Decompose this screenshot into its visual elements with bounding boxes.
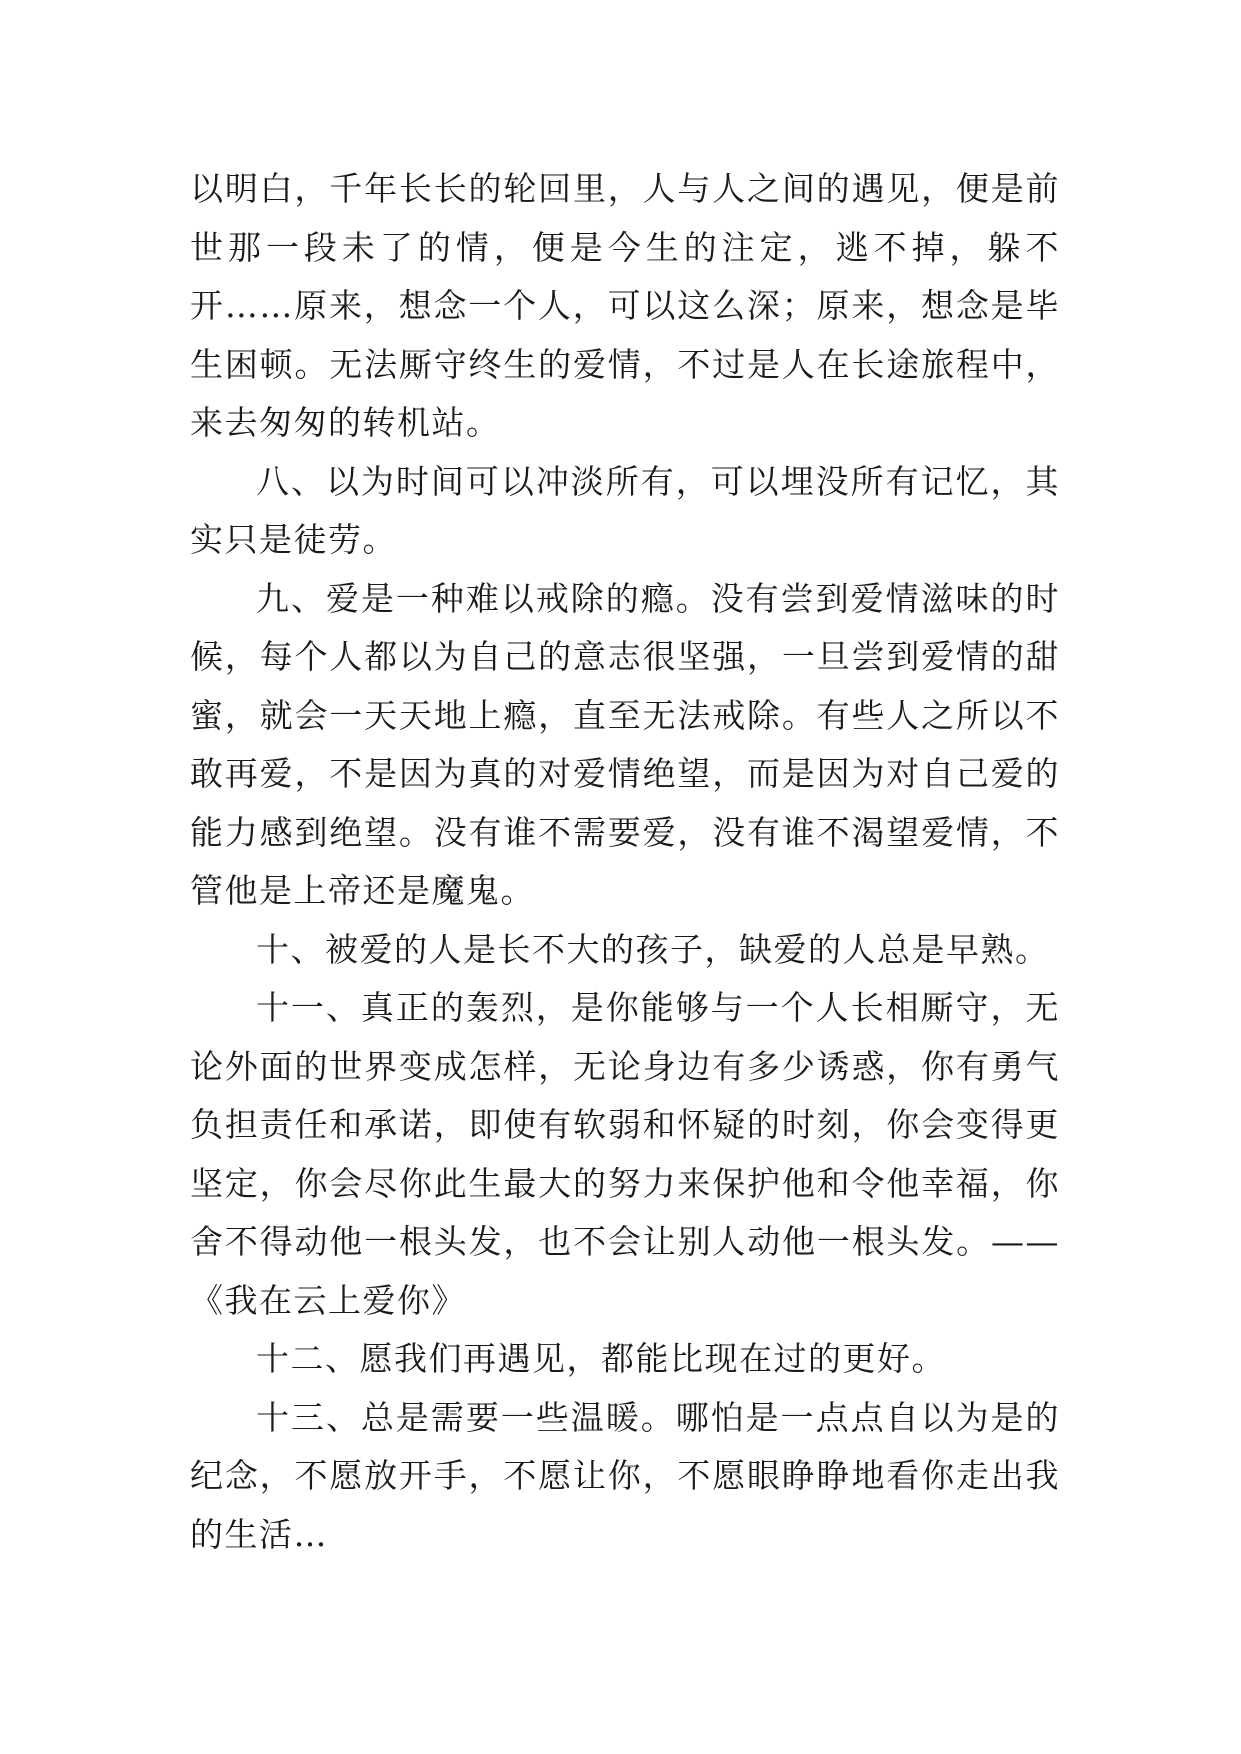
- paragraph-nine: 九、爱是一种难以戒除的瘾。没有尝到爱情滋味的时候，每个人都以为自己的意志很坚强，一旦尝到爱情的甜蜜，就会一天天地上瘾，直至无法戒除。有些人之所以不敢再爱，不是因为真的对爱情绝望，而是因为对自己爱的能力感到绝望。没有谁不需要爱，没有谁不渴望爱情，不管他是上帝还是魔鬼。: [190, 578, 1060, 910]
- paragraph-ten: 十、被爱的人是长不大的孩子，缺爱的人总是早熟。: [256, 929, 1050, 969]
- paragraph-eight: 八、以为时间可以冲淡所有，可以埋没所有记忆，其实只是徒劳。: [190, 461, 1060, 559]
- paragraph-twelve: 十二、愿我们再遇见，都能比现在过的更好。: [256, 1339, 946, 1378]
- paragraph-eleven: 十一、真正的轰烈，是你能够与一个人长相厮守，无论外面的世界变成怎样，无论身边有多少诱惑，你有勇气负担责任和承诺，即使有软弱和怀疑的时刻，你会变得更坚定，你会尽你此生最大的努力来保护他和令他幸福，你舍不得动他一根头发，也不会让别人动他一根头发。—— 《我在云上爱你》: [190, 988, 1060, 1320]
- paragraph-thirteen: 十三、总是需要一些温暖。哪怕是一点点自以为是的纪念，不愿放开手，不愿让你，不愿眼睁睁地看你走出我的生活…: [190, 1397, 1060, 1554]
- paragraph-continuation: 以明白，千年长长的轮回里，人与人之间的遇见，便是前世那一段未了的情，便是今生的注定，逃不掉，躲不开……原来，想念一个人，可以这么深；原来，想念是毕生困顿。无法厮守终生的爱情，不过是人在长途旅程中，来去匆匆的转机站。: [190, 169, 1060, 442]
- document-body: [190, 160, 1060, 1564]
